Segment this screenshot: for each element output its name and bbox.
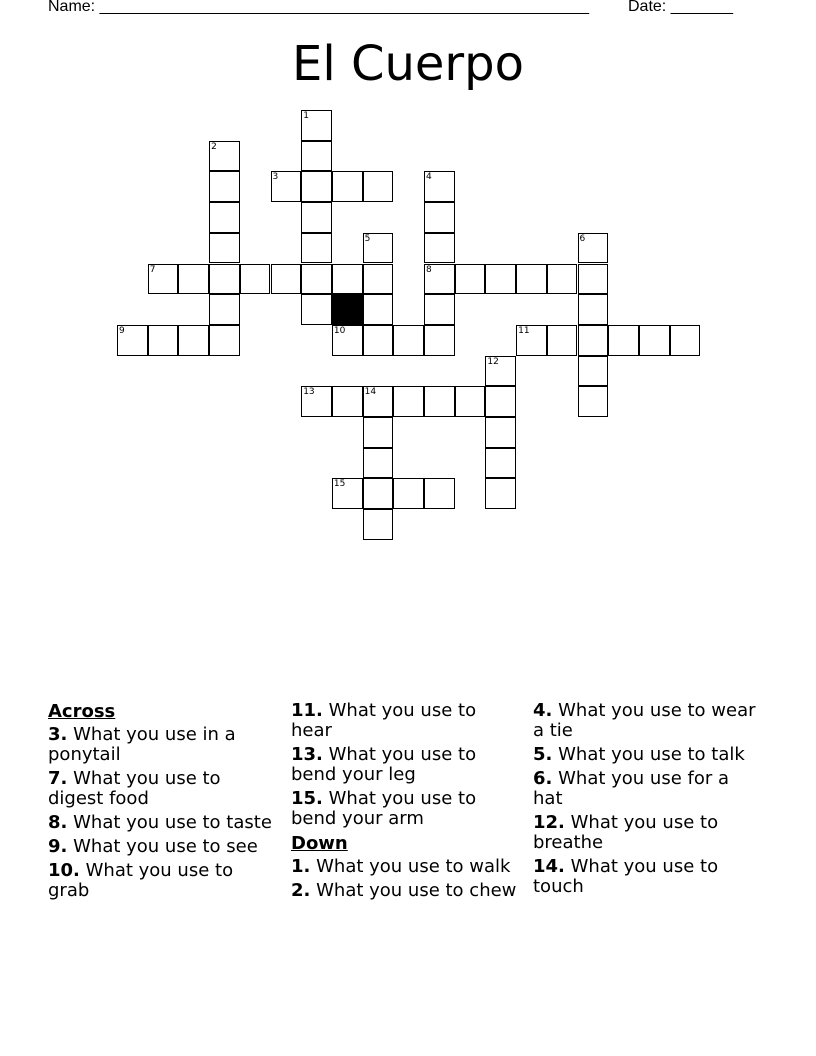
clue-number-label: 13 <box>303 387 315 398</box>
clue-number-label: 4 <box>426 172 432 183</box>
clue-number-label: 2 <box>211 141 217 152</box>
grid-cell[interactable] <box>485 478 516 509</box>
clue-text: What you use to walk <box>316 856 511 877</box>
clue-item <box>48 861 278 901</box>
clue-text: What you use to bend your leg <box>291 744 477 785</box>
clue-item <box>48 725 278 765</box>
grid-cell[interactable] <box>178 325 209 356</box>
grid-cell[interactable] <box>363 264 394 295</box>
clue-number: 15. <box>291 788 323 809</box>
clue-number: 1. <box>291 856 311 877</box>
clue-number: 14. <box>533 856 565 877</box>
clue-text: What you use to touch <box>533 856 719 897</box>
worksheet-header <box>48 0 733 17</box>
grid-cell[interactable] <box>578 356 609 387</box>
grid-cell[interactable] <box>240 264 271 295</box>
clue-number-label: 11 <box>518 325 530 336</box>
grid-cell[interactable] <box>424 294 455 325</box>
clue-number-label: 12 <box>487 356 499 367</box>
grid-cell[interactable] <box>209 294 240 325</box>
grid-cell[interactable] <box>578 233 609 264</box>
grid-cell[interactable] <box>424 264 455 295</box>
grid-cell[interactable] <box>485 264 516 295</box>
clue-item <box>291 881 521 901</box>
grid-cell[interactable] <box>547 264 578 295</box>
clue-number: 12. <box>533 812 565 833</box>
grid-cell[interactable] <box>332 264 363 295</box>
clue-column-1 <box>48 701 278 905</box>
grid-cell[interactable] <box>393 386 424 417</box>
grid-cell[interactable] <box>301 264 332 295</box>
name-blank[interactable]: _______________________________________________________ <box>99 0 589 15</box>
grid-cell[interactable] <box>363 325 394 356</box>
grid-cell[interactable] <box>424 325 455 356</box>
grid-cell[interactable] <box>363 478 394 509</box>
grid-cell[interactable] <box>393 478 424 509</box>
grid-cell[interactable] <box>363 386 394 417</box>
clue-text: What you use to see <box>73 836 258 857</box>
grid-cell[interactable] <box>301 110 332 141</box>
grid-cell[interactable] <box>578 294 609 325</box>
grid-cell[interactable] <box>639 325 670 356</box>
clue-number: 10. <box>48 860 80 881</box>
grid-cell[interactable] <box>424 202 455 233</box>
date-blank[interactable]: _______ <box>670 0 733 15</box>
grid-cell[interactable] <box>424 386 455 417</box>
grid-cell[interactable] <box>301 202 332 233</box>
clue-number: 4. <box>533 700 553 721</box>
clue-number-label: 5 <box>364 233 371 244</box>
grid-cell[interactable] <box>455 264 486 295</box>
grid-cell[interactable] <box>209 233 240 264</box>
clue-number-label: 7 <box>149 264 156 275</box>
grid-cell[interactable] <box>424 478 455 509</box>
grid-cell[interactable] <box>578 264 609 295</box>
grid-cell[interactable] <box>301 386 332 417</box>
clue-item <box>291 745 521 785</box>
clue-item <box>533 813 763 853</box>
clue-item <box>291 789 521 829</box>
grid-cell[interactable] <box>209 141 240 172</box>
clue-number-label: 14 <box>364 387 377 398</box>
clue-number: 5. <box>533 744 553 765</box>
grid-cell[interactable] <box>117 325 148 356</box>
grid-cell[interactable] <box>363 448 394 479</box>
clue-column-2 <box>291 701 521 905</box>
grid-cell[interactable] <box>209 171 240 202</box>
clue-number-label: 15 <box>333 479 346 490</box>
clue-item <box>533 857 763 897</box>
across-heading: Across <box>48 701 116 722</box>
clue-item <box>48 813 278 833</box>
clue-column-3 <box>533 701 763 901</box>
clue-number: 7. <box>48 768 68 789</box>
clue-number: 2. <box>291 880 311 901</box>
grid-cell[interactable] <box>363 233 394 264</box>
clue-number: 11. <box>291 700 323 721</box>
grid-cell[interactable] <box>485 356 516 387</box>
clue-item <box>48 769 278 809</box>
clue-item <box>533 769 763 809</box>
clue-text: What you use to wear a tie <box>533 700 756 741</box>
clue-item <box>291 701 521 741</box>
clue-item <box>48 837 278 857</box>
grid-cell[interactable] <box>363 509 394 540</box>
grid-cell[interactable] <box>332 386 363 417</box>
grid-cell[interactable] <box>301 141 332 172</box>
grid-cell[interactable] <box>332 325 363 356</box>
clue-text: What you use for a hat <box>533 768 730 809</box>
clue-number-label: 1 <box>303 111 309 121</box>
clue-text: What you use to breathe <box>533 812 719 853</box>
grid-cell[interactable] <box>148 264 179 295</box>
grid-cell[interactable] <box>209 325 240 356</box>
grid-cell[interactable] <box>424 233 455 264</box>
down-heading: Down <box>291 833 348 854</box>
grid-cell[interactable] <box>363 417 394 448</box>
grid-cell[interactable] <box>578 325 609 356</box>
grid-cell[interactable] <box>209 264 240 295</box>
grid-cell[interactable] <box>455 386 486 417</box>
clue-number-label: 6 <box>579 233 586 244</box>
grid-cell[interactable] <box>608 325 639 356</box>
clue-text: What you use to grab <box>48 860 234 901</box>
clue-number-label: 3 <box>272 172 279 183</box>
clue-text: What you use to chew <box>316 880 517 901</box>
clue-text: What you use to bend your arm <box>291 788 477 829</box>
clue-number: 6. <box>533 768 553 789</box>
clue-text: What you use to taste <box>73 812 272 833</box>
grid-cell[interactable] <box>485 448 516 479</box>
grid-cell[interactable] <box>363 294 394 325</box>
clue-item <box>533 701 763 741</box>
grid-cell[interactable] <box>363 171 394 202</box>
grid-cell[interactable] <box>209 202 240 233</box>
grid-cell[interactable] <box>670 325 701 356</box>
grid-cell[interactable] <box>485 386 516 417</box>
clue-number: 13. <box>291 744 323 765</box>
grid-cell[interactable] <box>516 264 547 295</box>
date-label: Date: <box>628 0 667 15</box>
grid-cell[interactable] <box>547 325 578 356</box>
page-title: El Cuerpo <box>292 36 524 92</box>
grid-cell[interactable] <box>424 171 455 202</box>
grid-cell[interactable] <box>301 233 332 264</box>
clue-number-label: 8 <box>426 264 432 275</box>
clue-item <box>533 745 763 765</box>
grid-cell[interactable] <box>332 478 363 509</box>
clue-text: What you use to talk <box>558 744 745 765</box>
clue-text: What you use to hear <box>291 700 477 741</box>
clue-text: What you use in a ponytail <box>48 724 236 765</box>
clue-number-label: 10 <box>333 325 346 336</box>
grid-cell[interactable] <box>578 386 609 417</box>
grid-cell[interactable] <box>301 294 332 325</box>
clue-number: 8. <box>48 812 68 833</box>
grid-cell[interactable] <box>332 171 363 202</box>
black-cell <box>332 294 363 325</box>
clue-item <box>291 857 521 877</box>
clue-text: What you use to digest food <box>48 768 221 809</box>
grid-cell[interactable] <box>393 325 424 356</box>
clue-number-label: 9 <box>119 325 125 336</box>
grid-cell[interactable] <box>516 325 547 356</box>
grid-cell[interactable] <box>301 171 332 202</box>
grid-cell[interactable] <box>178 264 209 295</box>
grid-cell[interactable] <box>271 171 302 202</box>
clue-number: 3. <box>48 724 68 745</box>
grid-cell[interactable] <box>485 417 516 448</box>
name-label: Name: <box>48 0 96 15</box>
clue-number: 9. <box>48 836 68 857</box>
grid-cell[interactable] <box>148 325 179 356</box>
grid-cell[interactable] <box>271 264 302 295</box>
